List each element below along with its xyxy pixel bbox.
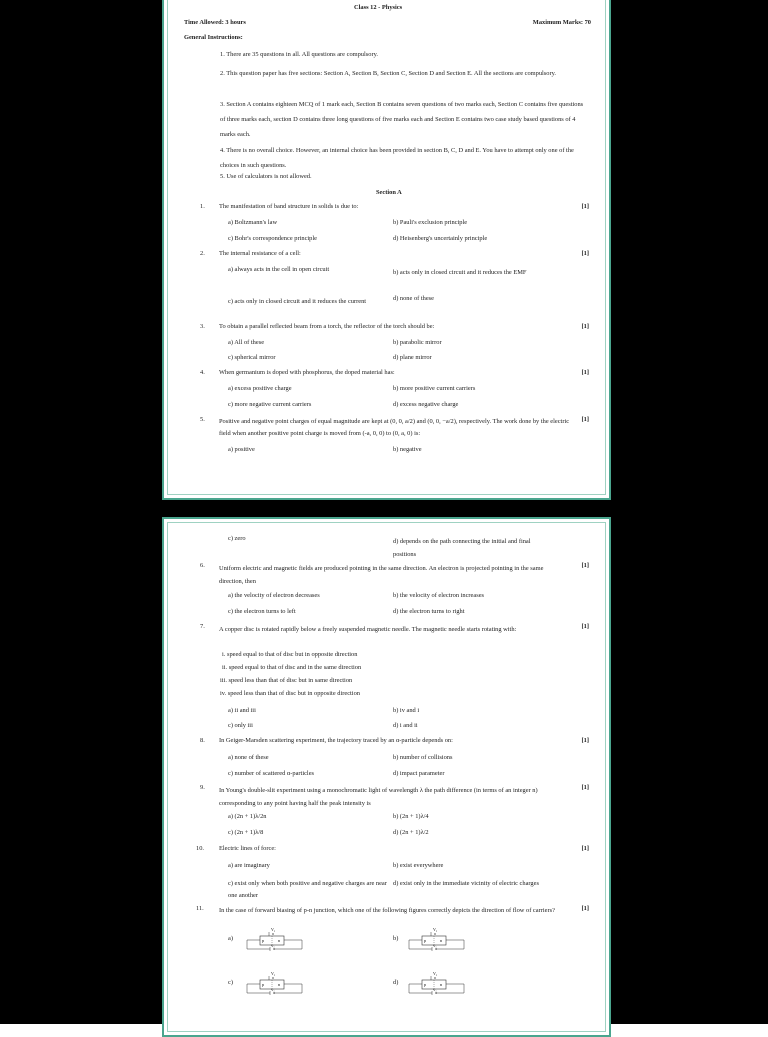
question-text: In the case of forward biasing of p-n junction, which one of the following figures correctly depicts the direction of flow of carriers? bbox=[219, 907, 555, 914]
option-c: c) the electron turns to left bbox=[228, 608, 296, 615]
option-c: c) spherical mirror bbox=[228, 354, 276, 361]
option-a: a) bbox=[228, 935, 233, 942]
option-d: d) (2n + 1)λ/2 bbox=[393, 829, 429, 836]
option-d: d) impact parameter bbox=[393, 770, 445, 777]
question-number: 6. bbox=[200, 562, 205, 569]
question-text: To obtain a parallel reflected beam from a torch, the reflector of the torch should be: bbox=[219, 323, 435, 330]
list-item: ii. speed equal to that of disc and in the same direction bbox=[222, 664, 362, 671]
svg-text:V₁: V₁ bbox=[271, 971, 276, 976]
question-number: 4. bbox=[200, 369, 205, 376]
question-number: 8. bbox=[200, 737, 205, 744]
svg-text:p: p bbox=[262, 982, 264, 987]
list-item: iii. speed less than that of disc but in same direction bbox=[220, 677, 353, 684]
question-text: Uniform electric and magnetic fields are produced pointing in the same direction. An electron is projected pointing in the same direction, then bbox=[219, 565, 544, 585]
question-number: 7. bbox=[200, 623, 205, 630]
page-title: Class 12 - Physics bbox=[354, 4, 403, 11]
marks-label: [1] bbox=[581, 562, 589, 569]
option-a: a) positive bbox=[228, 446, 255, 453]
time-allowed: Time Allowed: 3 hours bbox=[184, 19, 246, 26]
question-number: 11. bbox=[196, 905, 204, 912]
option-b: b) bbox=[393, 935, 399, 942]
option-d: d) exist only in the immediate vicinity of electric charges bbox=[393, 880, 539, 887]
question-number: 1. bbox=[200, 203, 205, 210]
question-number: 9. bbox=[200, 784, 205, 791]
option-c: c) (2n + 1)λ/8 bbox=[228, 829, 264, 836]
option-a: a) always acts in the cell in open circuit bbox=[228, 266, 330, 273]
marks-label: [1] bbox=[581, 845, 589, 852]
question-number: 2. bbox=[200, 250, 205, 257]
option-a: a) are imaginary bbox=[228, 862, 270, 869]
marks-label: [1] bbox=[581, 203, 589, 210]
svg-text:V₁: V₁ bbox=[433, 927, 438, 932]
svg-text:n: n bbox=[440, 938, 442, 943]
option-d: d) excess negative charge bbox=[393, 401, 459, 408]
instruction-2: 2. This question paper has five sections: Section A, Section B, Section C, Section D and Section E. All the sections are compulsory. bbox=[220, 70, 556, 77]
option-c: c) acts only in closed circuit and it reduces the current bbox=[228, 298, 367, 305]
question-number: 10. bbox=[196, 845, 204, 852]
question-text: The manifestation of band structure in solids is due to: bbox=[219, 203, 359, 210]
option-c: c) more negative current carriers bbox=[228, 401, 312, 408]
svg-text:n: n bbox=[278, 982, 280, 987]
instruction-1: 1. There are 35 questions in all. All questions are compulsory. bbox=[220, 51, 378, 58]
option-a: a) excess positive charge bbox=[228, 385, 292, 392]
marks-label: [1] bbox=[581, 416, 589, 423]
marks-label: [1] bbox=[581, 369, 589, 376]
svg-text:V₂: V₂ bbox=[271, 944, 275, 948]
instruction-4: 4. There is no overall choice. However, an internal choice has been provided in section B, C, D and E. You have to attempt only one of the choices in such questions. bbox=[220, 147, 574, 169]
question-text: Positive and negative point charges of equal magnitude are kept at (0, 0, a/2) and (0, 0, −a/2), respectively. The work done by the electric field when another positive point charge is moved from (-a, 0, 0) to (0, a, 0) is: bbox=[219, 418, 570, 437]
option-b: b) number of collisions bbox=[393, 754, 453, 761]
svg-text:V₂: V₂ bbox=[433, 944, 437, 948]
question-number: 5. bbox=[200, 416, 205, 423]
svg-text:n: n bbox=[440, 982, 442, 987]
svg-text:V₁: V₁ bbox=[271, 927, 276, 932]
option-b: b) iv and i bbox=[393, 707, 420, 714]
marks-label: [1] bbox=[581, 905, 589, 912]
option-b: b) (2n + 1)λ/4 bbox=[393, 813, 429, 820]
option-d: d) none of these bbox=[393, 295, 434, 302]
circuit-diagram-c bbox=[242, 971, 307, 997]
svg-text:n: n bbox=[278, 938, 280, 943]
question-text: When germanium is doped with phosphorus, the doped material has: bbox=[219, 369, 395, 376]
option-a: a) All of these bbox=[228, 339, 265, 346]
option-b: b) the velocity of electron increases bbox=[393, 592, 485, 599]
circuit-diagram-b bbox=[404, 927, 469, 953]
section-a-heading: Section A bbox=[376, 189, 402, 196]
svg-text:p: p bbox=[424, 982, 426, 987]
svg-text:p: p bbox=[424, 938, 426, 943]
question-text: In Young's double-slit experiment using a monochromatic light of wavelength λ the path difference (in terms of an integer n) corresponding to any point having half the peak intensity is bbox=[219, 787, 538, 807]
option-d: d) bbox=[393, 979, 399, 986]
svg-text:V₂: V₂ bbox=[433, 988, 437, 992]
marks-label: [1] bbox=[581, 250, 589, 257]
option-b: b) parabolic mirror bbox=[393, 339, 442, 346]
svg-text:V₂: V₂ bbox=[271, 988, 275, 992]
maximum-marks: Maximum Marks: 70 bbox=[532, 19, 591, 26]
instructions-heading: General Instructions: bbox=[184, 34, 243, 41]
circuit-diagram-d bbox=[404, 971, 469, 997]
option-d: d) plane mirror bbox=[393, 354, 432, 361]
marks-label: [1] bbox=[581, 623, 589, 630]
option-a: a) the velocity of electron decreases bbox=[228, 592, 320, 599]
option-c: c) bbox=[228, 979, 233, 986]
svg-text:p: p bbox=[262, 938, 264, 943]
question-number: 3. bbox=[200, 323, 205, 330]
marks-label: [1] bbox=[581, 737, 589, 744]
option-c: c) only iii bbox=[228, 722, 253, 729]
option-b: b) Pauli's exclusion principle bbox=[393, 219, 468, 226]
page-1 bbox=[162, 0, 611, 500]
circuit-diagram-a bbox=[242, 927, 307, 953]
list-item: i. speed equal to that of disc but in opposite direction bbox=[222, 651, 358, 658]
option-b: b) more positive current carriers bbox=[393, 385, 476, 392]
option-c: c) exist only when both positive and negative charges are near one another bbox=[228, 880, 387, 899]
list-item: iv. speed less than that of disc but in opposite direction bbox=[220, 690, 360, 697]
option-a: a) Boltzmann's law bbox=[228, 219, 278, 226]
question-text: Electric lines of force: bbox=[219, 845, 276, 852]
question-text: A copper disc is rotated rapidly below a freely suspended magnetic needle. The magnetic needle starts rotating with: bbox=[219, 626, 517, 633]
marks-label: [1] bbox=[581, 784, 589, 791]
question-text: In Geiger-Marsden scattering experiment, the trajectory traced by an α-particle depends on: bbox=[219, 737, 453, 744]
question-text: The internal resistance of a cell: bbox=[219, 250, 301, 257]
option-c: c) zero bbox=[228, 535, 246, 542]
marks-label: [1] bbox=[581, 323, 589, 330]
option-d: d) depends on the path connecting the initial and final positions bbox=[393, 538, 531, 558]
option-c: c) number of scattered α-particles bbox=[228, 770, 315, 777]
option-a: a) ii and iii bbox=[228, 707, 256, 714]
option-b: b) exist everywhere bbox=[393, 862, 444, 869]
option-d: d) the electron turns to right bbox=[393, 608, 465, 615]
instruction-3: 3. Section A contains eighteen MCQ of 1 mark each, Section B contains seven questions of two marks each, Section C contains five questions of three marks each, section D contains three long questions of five marks each and Section E contains two case study based questions of 4 marks each. bbox=[220, 101, 584, 138]
option-b: b) negative bbox=[393, 446, 422, 453]
option-a: a) none of these bbox=[228, 754, 269, 761]
option-d: d) Heisenberg's uncertainly principle bbox=[393, 235, 488, 242]
option-a: a) (2n + 1)λ/2n bbox=[228, 813, 267, 820]
instruction-5: 5. Use of calculators is not allowed. bbox=[220, 173, 312, 180]
option-b: b) acts only in closed circuit and it reduces the EMF bbox=[393, 269, 527, 276]
svg-text:V₁: V₁ bbox=[433, 971, 438, 976]
option-c: c) Bohr's correspondence principle bbox=[228, 235, 317, 242]
option-d: d) i and ii bbox=[393, 722, 418, 729]
page-2 bbox=[162, 517, 611, 1037]
